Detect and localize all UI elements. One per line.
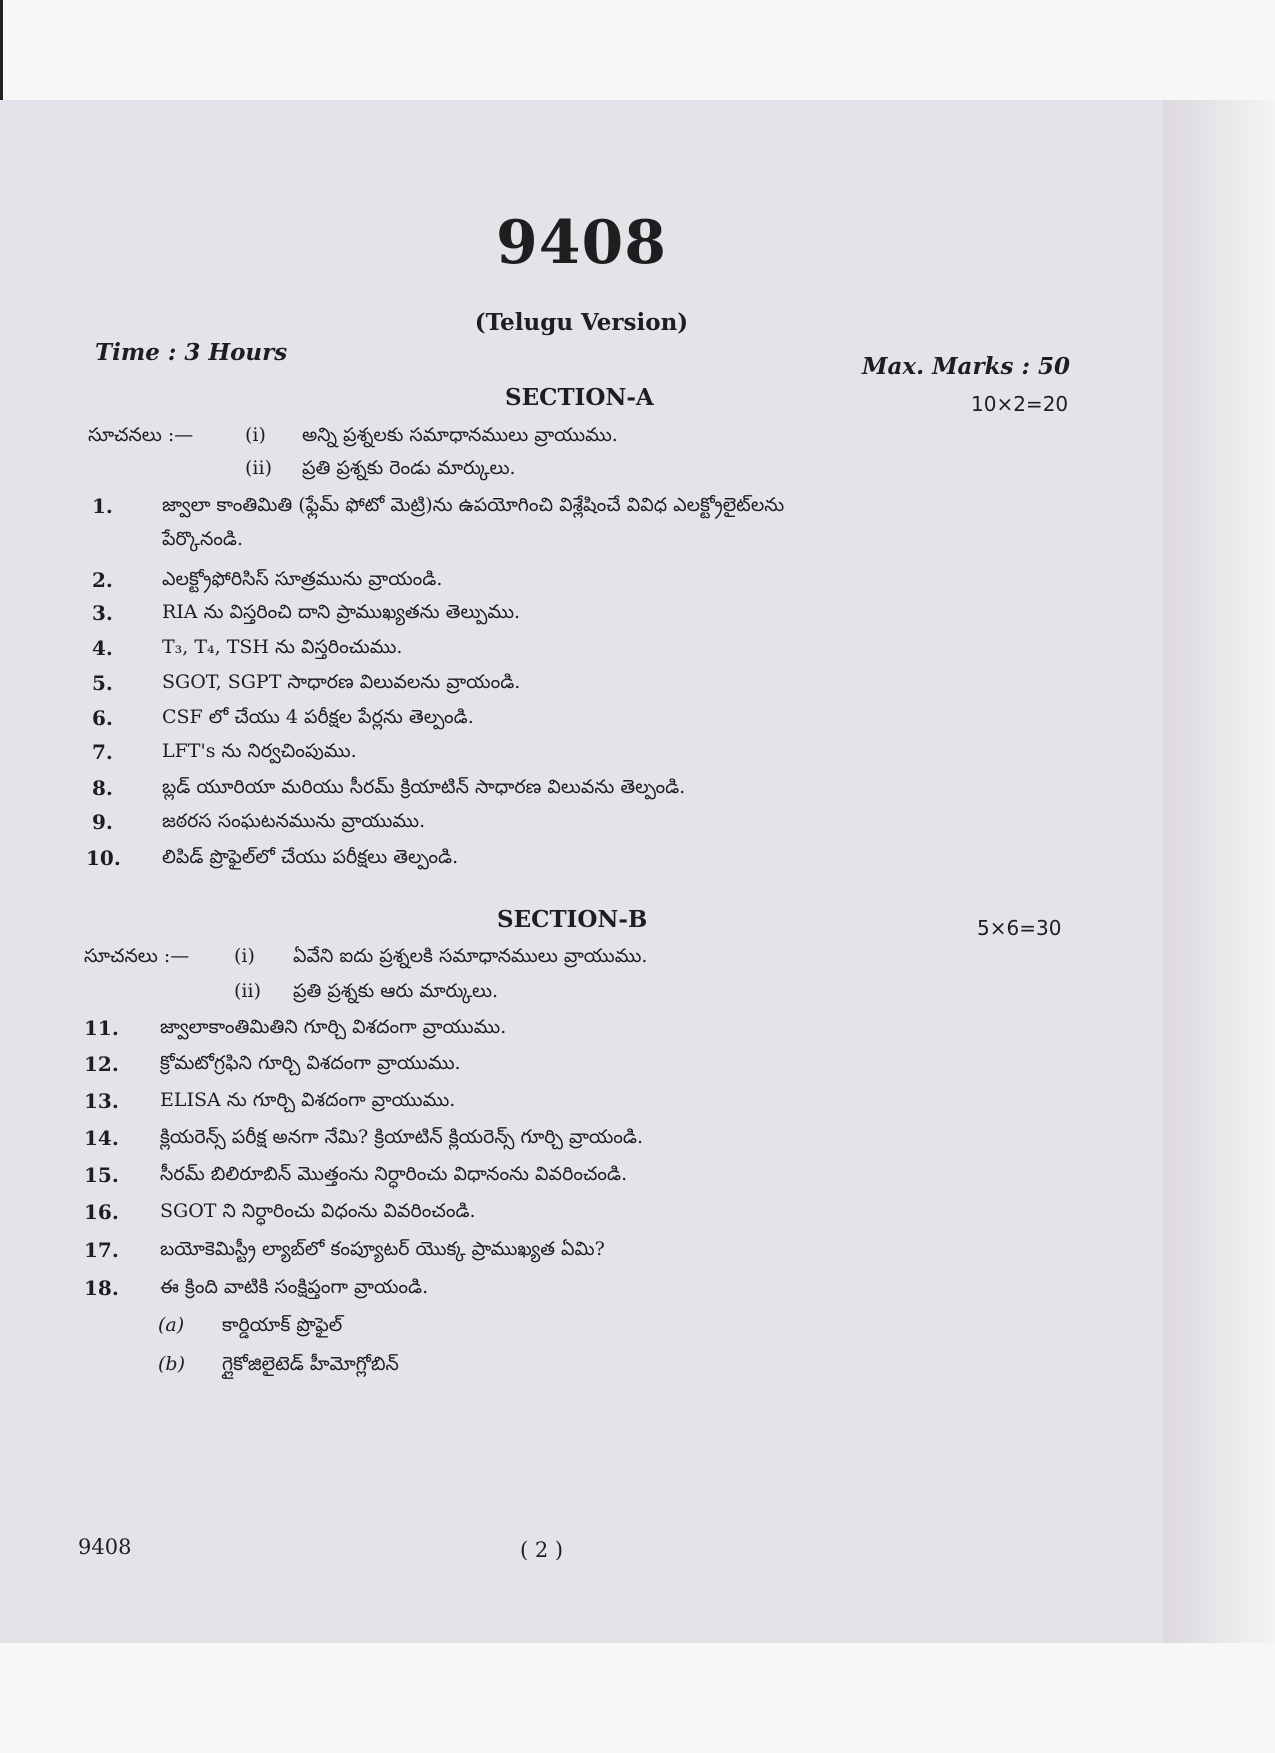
question-number: 11. [84,1016,119,1040]
question-text: లిపిడ్ ప్రొఫైల్‌లో చేయు పరీక్షలు తెల్పండి. [162,846,459,868]
question-number: 14. [84,1126,119,1150]
question-text-continued: పేర్కొనండి. [162,528,244,550]
section-b-instruction-2: ప్రతి ప్రశ్నకు ఆరు మార్కులు. [293,980,499,1002]
question-text: LFT's ను నిర్వచింపుము. [162,740,357,762]
question-number: 1. [92,494,113,518]
question-number: 8. [92,776,113,800]
question-text: జఠరస సంఘటనమును వ్రాయుము. [162,810,426,832]
question-number: 10. [86,846,121,870]
time-label: Time : 3 Hours [95,339,288,366]
page-number: ( 2 ) [520,1538,564,1562]
question-text: బ్లడ్ యూరియా మరియు సీరమ్ క్రియాటిన్ సాధారణ విలువను తెల్పండి. [162,776,686,798]
question-text: SGOT ని నిర్ధారించు విధంను వివరించండి. [160,1200,476,1222]
question-text: క్లియరెన్స్ పరీక్ష అనగా నేమి? క్రియాటిన్ క్లియరెన్స్ గూర్చి వ్రాయండి. [160,1126,644,1148]
question-number: 12. [84,1052,119,1076]
question-number: 7. [92,740,113,764]
subpart-text: గ్లైకోజిలైటెడ్ హీమోగ్లోబిన్ [222,1353,399,1375]
section-a-instruction-2: ప్రతి ప్రశ్నకు రెండు మార్కులు. [302,457,516,479]
section-b-instruction-1-num: (i) [234,945,255,967]
question-number: 5. [92,671,113,695]
question-number: 2. [92,568,113,592]
subpart-label: (a) [158,1314,185,1336]
section-a-title: SECTION-A [505,384,654,411]
question-number: 13. [84,1089,119,1113]
section-a-instructions-label: సూచనలు :— [88,424,194,446]
version-label: (Telugu Version) [474,309,689,336]
question-text: సీరమ్ బిలిరూబిన్ మొత్తంను నిర్ధారించు విధానంను వివరించండి. [160,1163,628,1185]
max-marks-label: Max. Marks : 50 [862,353,1070,380]
question-text: క్రోమటోగ్రఫిని గూర్చి విశదంగా వ్రాయుము. [160,1052,461,1074]
question-text: జ్వాలా కాంతిమితి (ఫ్లేమ్ ఫోటో మెట్రి)ను ఉపయోగించి విశ్లేషించే వివిధ ఎలక్ట్రోలైట్‌లను [162,494,785,516]
question-number: 4. [92,636,113,660]
section-a-marks: 10×2=20 [971,392,1069,416]
question-number: 17. [84,1238,119,1262]
question-number: 16. [84,1200,119,1224]
question-number: 3. [92,601,113,625]
section-a-instruction-1-num: (i) [245,424,266,446]
question-text: జ్వాలాకాంతిమితిని గూర్చి విశదంగా వ్రాయుము. [160,1016,507,1038]
section-b-title: SECTION-B [497,906,648,933]
scan-edge [0,0,3,100]
question-text: T₃, T₄, TSH ను విస్తరించుము. [162,636,403,658]
section-b-marks: 5×6=30 [977,916,1062,940]
question-text: SGOT, SGPT సాధారణ విలువలను వ్రాయండి. [162,671,521,693]
section-b-instructions-label: సూచనలు :— [84,945,190,967]
question-text: బయోకెమిస్ట్రీ ల్యాబ్‌లో కంప్యూటర్ యొక్క ప్రాముఖ్యత ఏమి? [160,1238,605,1260]
section-b-instruction-1: ఏవేని ఐదు ప్రశ్నలకి సమాధానములు వ్రాయుము. [293,945,648,967]
question-text: ఎలక్ట్రోఫోరిసిస్ సూత్రమును వ్రాయండి. [162,568,443,590]
subpart-text: కార్డియాక్ ప్రొఫైల్ [222,1314,343,1336]
section-b-instruction-2-num: (ii) [234,980,261,1002]
scan-background [1163,100,1275,1643]
paper-code: 9408 [496,208,667,278]
question-number: 15. [84,1163,119,1187]
question-number: 6. [92,706,113,730]
question-text: ELISA ను గూర్చి విశదంగా వ్రాయుము. [160,1089,456,1111]
question-text: RIA ను విస్తరించి దాని ప్రాముఖ్యతను తెల్పుము. [162,601,521,623]
footer-paper-code: 9408 [78,1535,132,1559]
section-a-instruction-1: అన్ని ప్రశ్నలకు సమాధానములు వ్రాయుము. [302,424,618,446]
subpart-label: (b) [158,1353,185,1375]
question-number: 9. [92,810,113,834]
question-text: ఈ క్రింది వాటికి సంక్షిప్తంగా వ్రాయండి. [160,1276,429,1298]
section-a-instruction-2-num: (ii) [245,457,272,479]
question-number: 18. [84,1276,119,1300]
question-text: CSF లో చేయు 4 పరీక్షల పేర్లను తెల్పండి. [162,706,474,728]
